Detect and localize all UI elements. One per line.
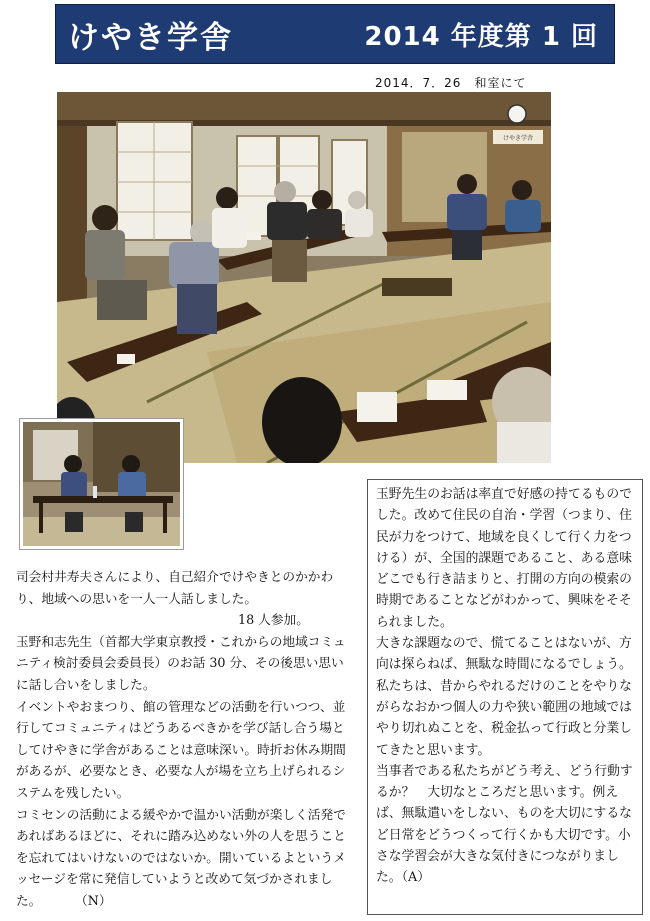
report-paragraph: イベントやおまつり、館の管理などの活動を行いつつ、並行してコミュニティはどうあるべきかを学び話し合う場としてけやきに学舎があることは意味深い。時折お休み期間があるが、必要なとき、必要な人が場を立ち上げられるシステムを残したい。 [16, 698, 346, 800]
author-initial: （N） [81, 892, 112, 908]
newsletter-title: けやき学舎 [68, 19, 233, 56]
participant-count: 18 人参加。 [238, 612, 309, 628]
impression-paragraph: 玉野先生のお話は率直で好感の持てるものでした。改めて住民の自治・学習（つまり、住民が力をつけて、地域を良くして行く力をつける）が、全国的課題であること、ある意味どこでも行き詰まりと、打開の方向の模索の時期であることなどがわかって、興味をそそられました。 [376, 487, 632, 630]
dateline: 2014．7．26 和室にて [375, 76, 527, 90]
impressions-box [367, 479, 643, 915]
report-paragraph: 玉野和志先生（首都大学東京教授・これからの地域コミュニティ検討委員会委員長）のお話 30 分、その後思い思いに話し合いをしました。 [16, 633, 346, 692]
report-paragraph: 司会村井寿夫さんにより、自己紹介でけやきとのかかわり、地域への思いを一人一人話しました。 [16, 569, 334, 606]
impression-paragraph: 当事者である私たちがどう考え、どう行動するか？ 大切なところだと思います。例えば、無駄遣いをしない、ものを大切にするなど日常をどうつくって行くかも大切です。小さな学習会が大きな気付きにつながりました。（A） [376, 763, 633, 886]
header-banner [55, 4, 615, 64]
wall-sign-text: けやき学舎 [502, 135, 534, 142]
report-text: コミセンの活動による緩やかで温かい活動が楽しく活発であればあるほどに、それに踏み込めない外の人を思うことを忘れてはいけないのではないか。開いているよというメッセージを常に発信していようと改めて気づかされました。 [16, 806, 346, 908]
speakers-photo [19, 418, 184, 550]
left-column [16, 566, 356, 912]
issue-label: 2014 年度第 1 回 [364, 21, 598, 52]
report-paragraph [16, 804, 356, 912]
meeting-photo [57, 92, 551, 463]
impression-paragraph: 大きな課題なので、慌てることはないが、方向は探らねば、無駄な時間になるでしょう。私たちは、昔からやれるだけのことをやりながらなおかつ個人の力や狭い範囲の地域ではやり切れぬことを、税金払って行政と分業してきたと思います。 [376, 636, 632, 758]
